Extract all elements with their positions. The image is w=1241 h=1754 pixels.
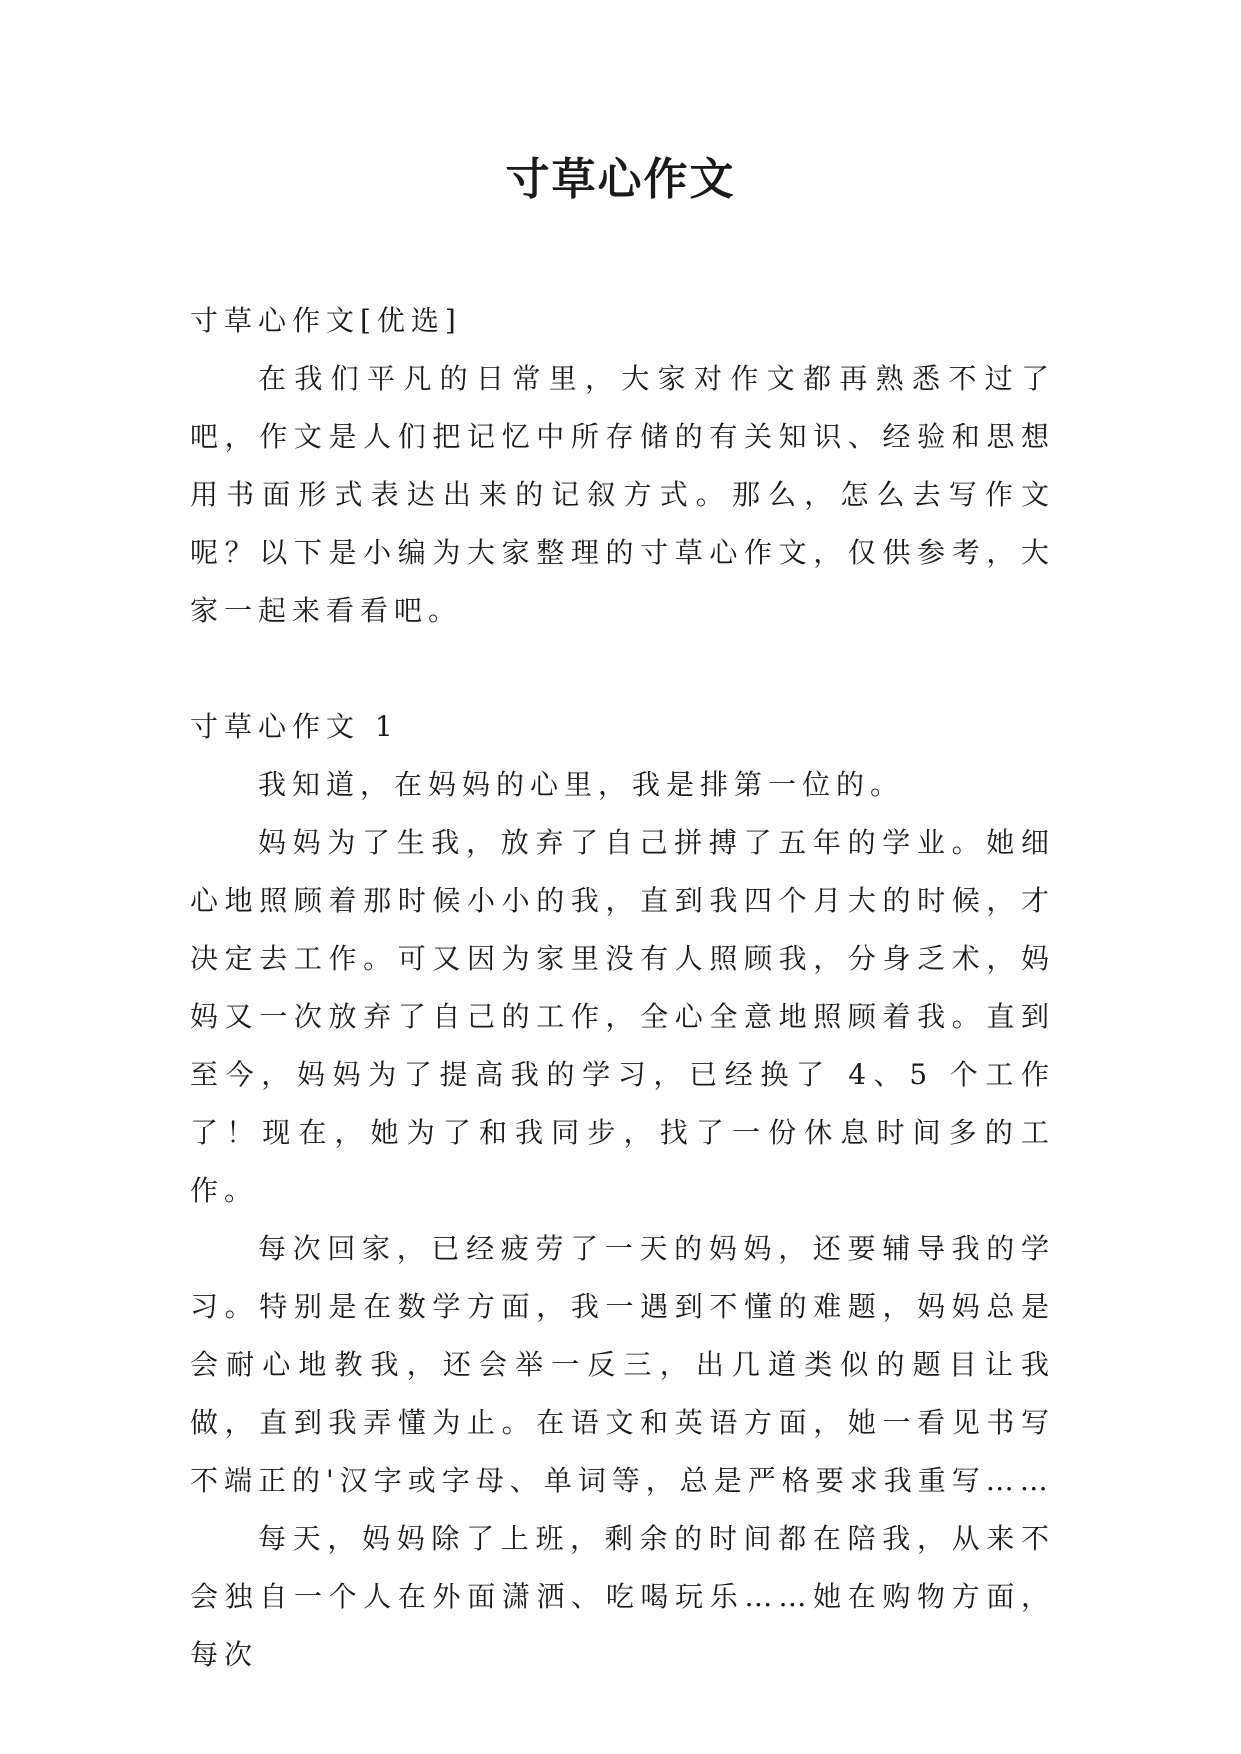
- document-subtitle: 寸草心作文[优选]: [190, 304, 462, 337]
- document-body: [190, 292, 1055, 1684]
- section-heading: 寸草心作文 1: [190, 710, 399, 743]
- body-paragraph: 每次回家，已经疲劳了一天的妈妈，还要辅导我的学习。特别是在数学方面，我一遇到不懂的难题，妈妈总是会耐心地教我，还会举一反三，出几道类似的题目让我做，直到我弄懂为止。在语文和英语方面，她一看见书写不端正的'汉字或字母、单词等，总是严格要求我重写……: [190, 1232, 1055, 1497]
- body-paragraph: 我知道，在妈妈的心里，我是排第一位的。: [258, 768, 905, 801]
- intro-paragraph: 在我们平凡的日常里，大家对作文都再熟悉不过了吧，作文是人们把记忆中所存储的有关知识、经验和思想用书面形式表达出来的记叙方式。那么，怎么去写作文呢？以下是小编为大家整理的寸草心作文，仅供参考，大家一起来看看吧。: [190, 362, 1055, 627]
- body-paragraph: 妈妈为了生我，放弃了自己拼搏了五年的学业。她细心地照顾着那时候小小的我，直到我四个月大的时候，才决定去工作。可又因为家里没有人照顾我，分身乏术，妈妈又一次放弃了自己的工作，全心全意地照顾着我。直到至今，妈妈为了提高我的学习，已经换了 4、5 个工作了！现在，她为了和我同步，找了一份休息时间多的工作。: [190, 826, 1055, 1207]
- body-paragraph: 每天，妈妈除了上班，剩余的时间都在陪我，从来不会独自一个人在外面潇洒、吃喝玩乐……她在购物方面，每次: [190, 1522, 1055, 1671]
- document-title: 寸草心作文: [505, 154, 736, 205]
